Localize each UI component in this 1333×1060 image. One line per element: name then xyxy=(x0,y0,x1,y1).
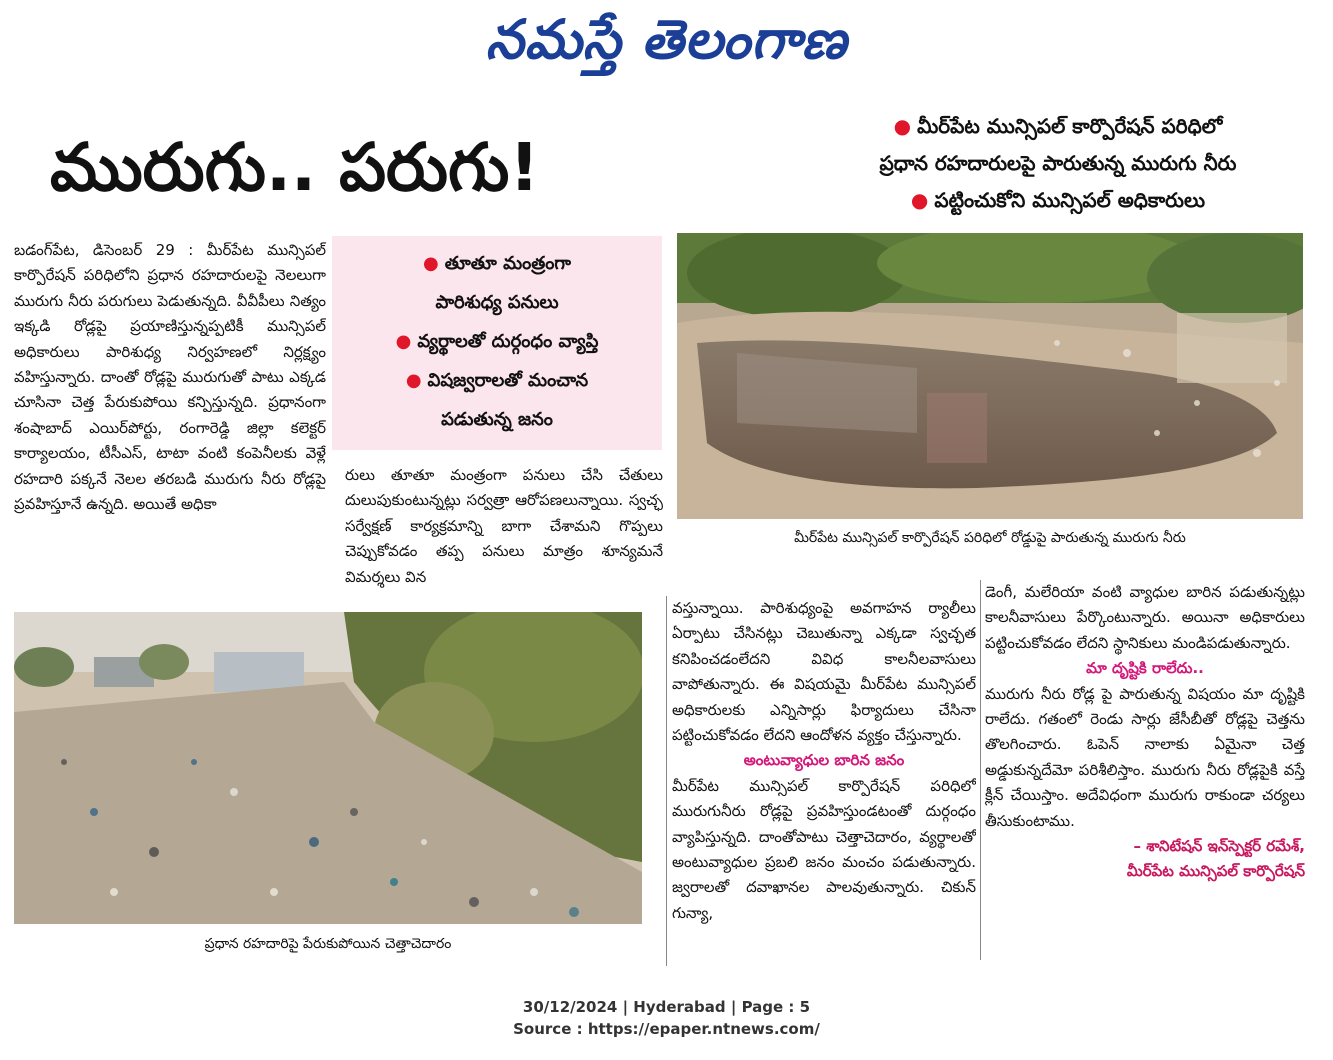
sewage-water-illustration xyxy=(677,233,1303,519)
highlight-item: పారిశుధ్య పనులు xyxy=(435,292,559,313)
garbage-road-illustration xyxy=(14,612,642,924)
highlight-item: ● విషజ్వరాలతో మంచాన xyxy=(405,370,589,391)
masthead-title: నమస్తే తెలంగాణ xyxy=(485,8,848,71)
column-divider xyxy=(666,596,667,966)
bullet-icon: ● xyxy=(395,331,412,352)
article-column-4 xyxy=(985,580,1305,960)
article-column-3 xyxy=(672,596,976,966)
footer-source-line: Source : https://epaper.ntnews.com/ xyxy=(513,1020,820,1038)
photo-caption: ప్రధాన రహదారిపై పేరుకుపోయిన చెత్తాచెదారం xyxy=(204,936,452,952)
sewage-water-photo xyxy=(677,233,1303,519)
sub-bullet: ప్రధాన రహదారులపై పారుతున్న మురుగు నీరు xyxy=(879,151,1237,175)
sub-bullet: ● పట్టించుకోని మున్సిపల్ అధికారులు xyxy=(910,188,1206,212)
highlight-item: ● తూతూ మంత్రంగా xyxy=(423,253,571,274)
article-column-1 xyxy=(14,238,326,608)
photo-caption: మీర్‌పేట మున్సిపల్ కార్పొరేషన్ పరిధిలో రోడ్డుపై పారుతున్న మురుగు నీరు xyxy=(794,530,1186,546)
paragraph: మురుగు నీరు రోడ్ల పై పారుతున్న విషయం మా దృష్టికి రాలేదు. గతంలో రెండు సార్లు జేసీబీతో రోడ్లపై చెత్తను తొలగించారు. ఓపెన్ నాలాకు ఏమైనా చెత్త అడ్డుకున్నదేమో పరిశీలిస్తాం. మురుగు నీరు రోడ్లపైకి వస్తే క్లీన్ చేయిస్తాం. అదేవిధంగా మురుగు రాకుండా చర్యలు తీసుకుంటాము. xyxy=(985,684,1305,830)
paragraph: డెంగీ, మలేరియా వంటి వ్యాధుల బారిన పడుతున్నట్లు కాలనీవాసులు పేర్కొంటున్నారు. అయినా అధికారులు పట్టించుకోవడం లేదని స్థానికులు మండిపడుతున్నారు. xyxy=(985,583,1305,652)
footer xyxy=(0,996,1333,1046)
paragraph: వస్తున్నాయి. పారిశుధ్యంపై అవగాహన ర్యాలీలు ఏర్పాటు చేసినట్లు చెబుతున్నా ఎక్కడా స్వచ్ఛత కనిపించడంలేదని వివిధ కాలనీలవాసులు వాపోతున్నారు. ఈ విషయమై మీర్‌పేట మున్సిపల్ అధికారులకు ఎన్నిసార్లు ఫిర్యాదులు చేసినా పట్టించుకోవడం లేదని ఆందోళన వ్యక్తం చేస్తున్నారు. xyxy=(672,599,976,745)
paragraph: రులు తూతూ మంత్రంగా పనులు చేసి చేతులు దులుపుకుంటున్నట్లు సర్వత్రా ఆరోపణలున్నాయి. స్వచ్ఛ సర్వేక్షణ్ కార్యక్రమాన్ని బాగా చేశామని గొప్పలు చెప్పుకోవడం తప్ప పనులు మాత్రం శూన్యమనే విమర్శలు విన xyxy=(345,466,663,586)
byline: మీర్‌పేట మున్సిపల్ కార్పొరేషన్ xyxy=(1126,862,1305,881)
subheading: అంటువ్యాధుల బారిన జనం xyxy=(743,751,905,770)
highlight-box xyxy=(332,236,662,450)
article-column-2 xyxy=(345,463,663,605)
highlight-item: ● వ్యర్థాలతో దుర్గంధం వ్యాప్తి xyxy=(395,331,599,352)
sub-bullet: ● మీర్‌పేట మున్సిపల్ కార్పొరేషన్ పరిధిలో xyxy=(893,114,1223,138)
highlight-item: పడుతున్న జనం xyxy=(441,409,553,430)
column-divider xyxy=(980,580,981,960)
headline: మురుగు.. పరుగు! xyxy=(50,129,540,206)
paragraph: బడంగ్‌పేట, డిసెంబర్ 29 : మీర్‌పేట మున్సిపల్ కార్పొరేషన్ పరిధిలోని ప్రధాన రహదారులపై నెలలుగా మురుగు నీరు పరుగులు పెడుతున్నది. వీవీపీలు నిత్యం ఇక్కడి రోడ్లపై ప్రయాణిస్తున్నప్పటికీ మున్సిపల్ అధికారులు పారిశుధ్య నిర్వహణలో నిర్లక్ష్యం వహిస్తున్నారు. దాంతో రోడ్లపై మురుగుతో పాటు ఎక్కడ చూసినా చెత్త పేరుకుపోయి కన్పిస్తున్నది. ప్రధానంగా శంషాబాద్ ఎయిర్‌పోర్టు, రంగారెడ్డి జిల్లా కలెక్టర్ కార్యాలయం, టీసీఎస్, టాటా వంటి కంపెనీలకు వెళ్లే రహదారి పక్కనే నెలల తరబడి మురుగు నీరు రోడ్లపై ప్రవహిస్తూనే ఉన్నది. అయితే అధికా xyxy=(14,241,326,514)
subheading: మా దృష్టికి రాలేదు.. xyxy=(1086,659,1204,678)
sub-bullets xyxy=(808,108,1308,224)
bullet-icon: ● xyxy=(910,188,929,212)
bullet-icon: ● xyxy=(405,370,422,391)
bullet-icon: ● xyxy=(423,253,439,274)
footer-date-line: 30/12/2024 | Hyderabad | Page : 5 xyxy=(522,998,811,1016)
garbage-road-photo xyxy=(14,612,642,924)
bullet-icon: ● xyxy=(893,114,912,138)
paragraph: మీర్‌పేట మున్సిపల్ కార్పొరేషన్ పరిధిలో మురుగునీరు రోడ్లపై ప్రవహిస్తుండటంతో దుర్గంధం వ్యాపిస్తున్నది. దాంతోపాటు చెత్తాచెదారం, వ్యర్థాలతో అంటువ్యాధుల ప్రబలి జనం మంచం పడుతున్నారు. జ్వరాలతో దవాఖానల పాలవుతున్నారు. చికున్ గున్యా, xyxy=(672,776,976,922)
byline: – శానిటేషన్ ఇన్‌స్పెక్టర్ రమేశ్, xyxy=(1133,837,1305,856)
